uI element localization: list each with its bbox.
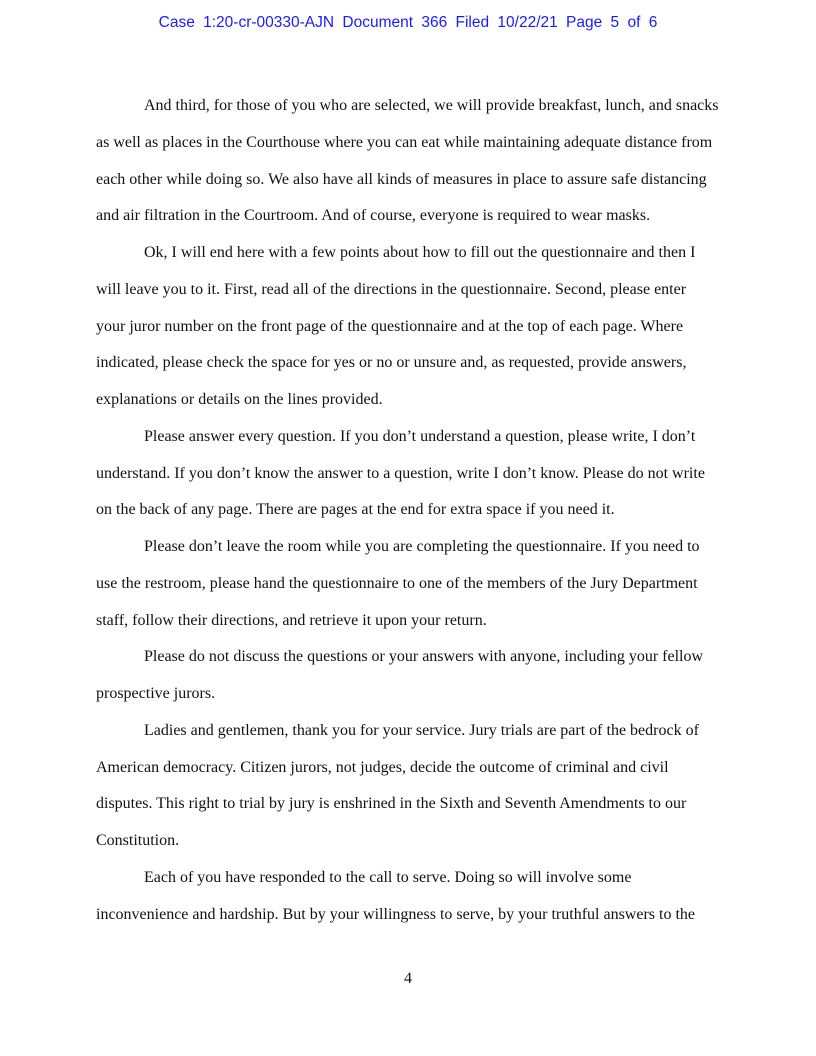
- text-line: inconvenience and hardship. But by your willingness to serve, by your truthful answers to the: [96, 905, 695, 923]
- text-line: staff, follow their directions, and retrieve it upon your return.: [96, 611, 487, 629]
- paragraph: [96, 235, 736, 419]
- page-number: 4: [404, 970, 412, 987]
- text-line: as well as places in the Courthouse where you can eat while maintaining adequate distance from: [96, 133, 713, 151]
- text-line: Ok, I will end here with a few points about how to fill out the questionnaire and then I: [144, 244, 696, 261]
- paragraph: [96, 88, 736, 235]
- text-line: Please answer every question. If you don’t understand a question, please write, I don’t: [144, 427, 696, 445]
- docket-header: Case 1:20-cr-00330-AJN Document 366 Filed 10/22/21 Page 5 of 6: [158, 14, 658, 31]
- text-line: and air filtration in the Courtroom. And of course, everyone is required to wear masks.: [96, 207, 651, 225]
- text-line: disputes. This right to trial by jury is enshrined in the Sixth and Seventh Amendments to our: [96, 795, 687, 813]
- document-body: [96, 88, 736, 933]
- text-line: prospective jurors.: [96, 685, 216, 702]
- paragraph: [96, 529, 736, 639]
- paragraph: [96, 419, 736, 529]
- text-line: American democracy. Citizen jurors, not judges, decide the outcome of criminal and civil: [96, 758, 669, 776]
- text-line: Please do not discuss the questions or your answers with anyone, including your fellow: [144, 648, 704, 666]
- text-line: indicated, please check the space for yes or no or unsure and, as requested, provide answers,: [96, 354, 687, 372]
- text-line: And third, for those of you who are selected, we will provide breakfast, lunch, and snacks: [144, 97, 719, 114]
- text-line: will leave you to it. First, read all of the directions in the questionnaire. Second, please enter: [96, 280, 687, 298]
- text-line: your juror number on the front page of the questionnaire and at the top of each page. Where: [96, 317, 684, 335]
- text-line: explanations or details on the lines provided.: [96, 391, 383, 408]
- paragraph: [96, 860, 736, 934]
- paragraph: [96, 639, 736, 713]
- text-line: each other while doing so. We also have all kinds of measures in place to assure safe distancing: [96, 170, 707, 188]
- text-line: understand. If you don’t know the answer to a question, write I don’t know. Please do not write: [96, 464, 705, 482]
- paragraph: [96, 713, 736, 860]
- text-line: Please don’t leave the room while you are completing the questionnaire. If you need to: [144, 538, 700, 555]
- text-line: Ladies and gentlemen, thank you for your service. Jury trials are part of the bedrock of: [144, 721, 699, 739]
- text-line: on the back of any page. There are pages at the end for extra space if you need it.: [96, 501, 615, 519]
- text-line: use the restroom, please hand the questionnaire to one of the members of the Jury Department: [96, 574, 698, 592]
- text-line: Constitution.: [96, 832, 180, 849]
- text-line: Each of you have responded to the call to serve. Doing so will involve some: [144, 868, 632, 886]
